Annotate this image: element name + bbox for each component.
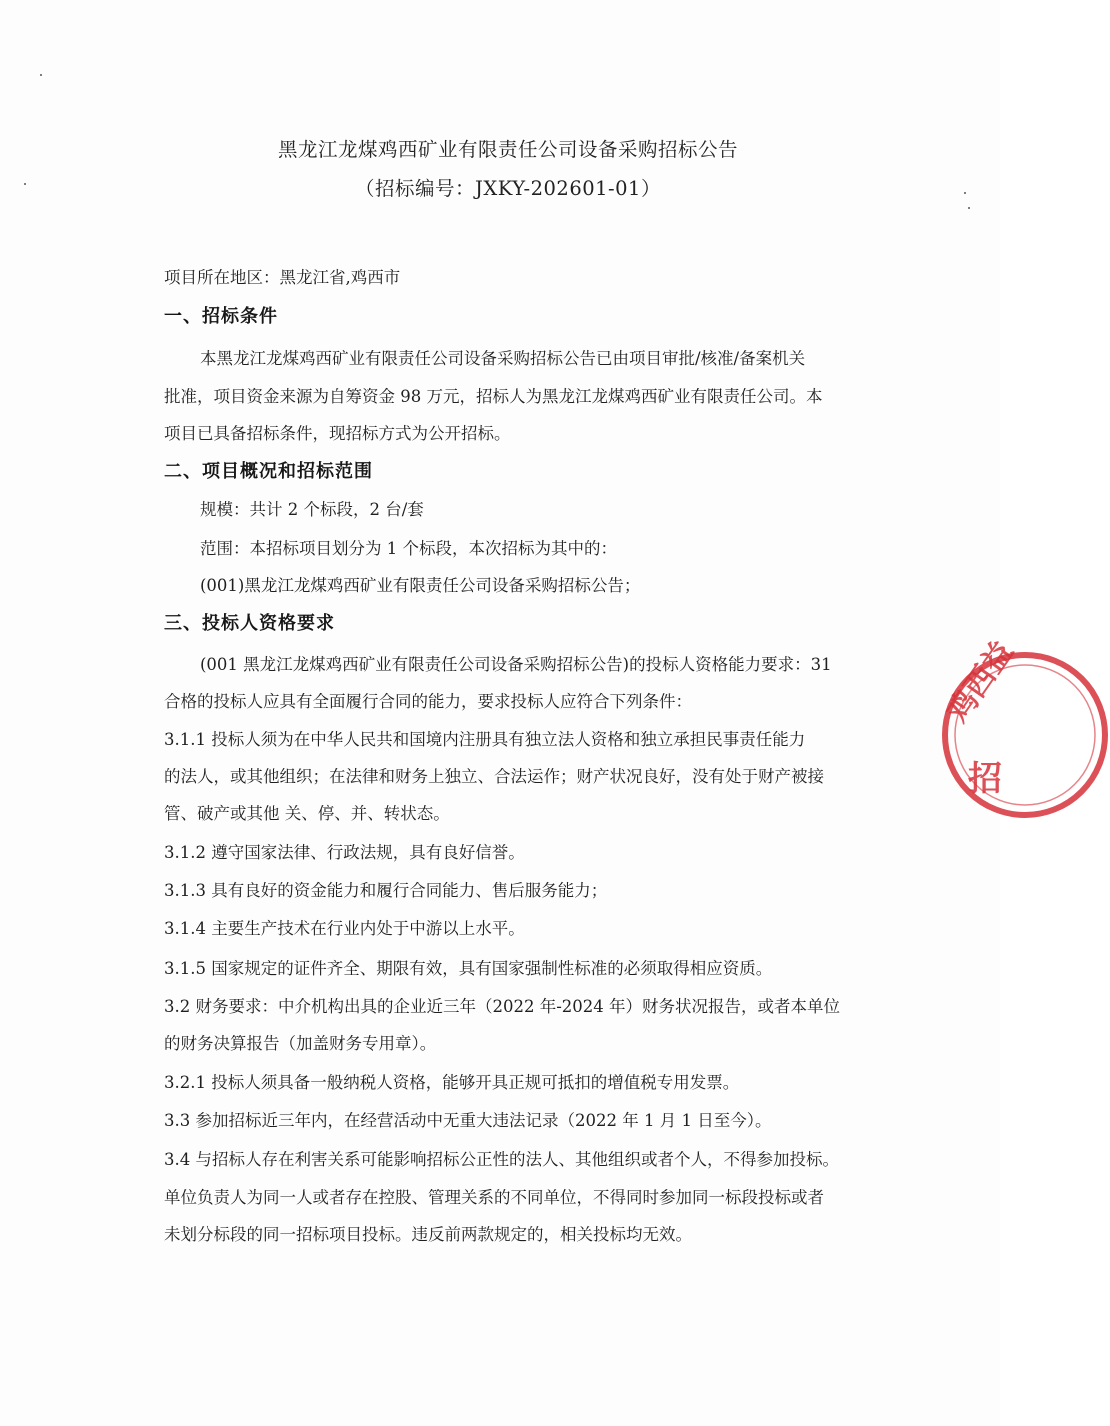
company-seal-stamp	[940, 635, 1110, 820]
paragraph-line: 项目已具备招标条件，现招标方式为公开招标。	[164, 424, 511, 443]
requirement-line: 3.1.5 国家规定的证件齐全、期限有效，具有国家强制性标准的必须取得相应资质。	[164, 959, 773, 978]
bid-number: （招标编号：JXKY-202601-01）	[355, 177, 661, 200]
project-location: 项目所在地区：黑龙江省,鸡西市	[164, 268, 401, 287]
scope-line: 范围：本招标项目划分为 1 个标段，本次招标为其中的：	[200, 539, 617, 558]
requirement-line: 3.1.1 投标人须为在中华人民共和国境内注册具有独立法人资格和独立承担民事责任能力	[164, 730, 806, 749]
paragraph-line: 合格的投标人应具有全面履行合同的能力，要求投标人应符合下列条件：	[164, 692, 692, 711]
paragraph-line: 未划分标段的同一招标项目投标。违反前两款规定的，相关投标均无效。	[164, 1225, 692, 1244]
requirement-line: 3.4 与招标人存在利害关系可能影响招标公正性的法人、其他组织或者个人，不得参加投标。	[164, 1150, 839, 1169]
paragraph-line: 单位负责人为同一人或者存在控股、管理关系的不同单位，不得同时参加同一标段投标或者	[164, 1188, 824, 1207]
seal-text-center: 招	[968, 759, 1002, 799]
lot-line: (001)黑龙江龙煤鸡西矿业有限责任公司设备采购招标公告；	[200, 576, 641, 595]
seal-text: 鸡西益	[940, 635, 1021, 729]
section-heading-2: 二、项目概况和招标范围	[164, 461, 373, 482]
requirement-line: 3.1.4 主要生产技术在行业内处于中游以上水平。	[164, 919, 525, 938]
section-heading-3: 三、投标人资格要求	[164, 613, 335, 634]
requirement-line: 3.1.3 具有良好的资金能力和履行合同能力、售后服务能力；	[164, 881, 608, 900]
requirement-line: 3.2 财务要求：中介机构出具的企业近三年（2022 年-2024 年）财务状况报告，或者本单位	[164, 997, 841, 1016]
section-heading-1: 一、招标条件	[164, 306, 278, 327]
scan-speck	[40, 74, 42, 76]
scan-speck	[964, 192, 966, 194]
paragraph-line: (001 黑龙江龙煤鸡西矿业有限责任公司设备采购招标公告)的投标人资格能力要求：31	[200, 655, 832, 674]
requirement-line: 3.3 参加招标近三年内，在经营活动中无重大违法记录（2022 年 1 月 1 日至今）。	[164, 1111, 772, 1130]
paragraph-line: 批准，项目资金来源为自筹资金 98 万元，招标人为黑龙江龙煤鸡西矿业有限责任公司。本	[164, 387, 823, 406]
paragraph-line: 的财务决算报告（加盖财务专用章）。	[164, 1034, 437, 1053]
paragraph-line: 的法人，或其他组织；在法律和财务上独立、合法运作；财产状况良好，没有处于财产被接	[164, 767, 824, 786]
scan-speck	[24, 183, 26, 185]
requirement-line: 3.1.2 遵守国家法律、行政法规，具有良好信誉。	[164, 843, 525, 862]
paragraph-line: 本黑龙江龙煤鸡西矿业有限责任公司设备采购招标公告已由项目审批/核准/备案机关	[200, 349, 806, 368]
paragraph-line: 管、破产或其他 关、停、并、转状态。	[164, 804, 450, 823]
document-title: 黑龙江龙煤鸡西矿业有限责任公司设备采购招标公告	[277, 138, 738, 161]
scan-speck	[968, 207, 970, 209]
requirement-line: 3.2.1 投标人须具备一般纳税人资格，能够开具正规可抵扣的增值税专用发票。	[164, 1073, 740, 1092]
scale-line: 规模：共计 2 个标段，2 台/套	[200, 500, 424, 519]
